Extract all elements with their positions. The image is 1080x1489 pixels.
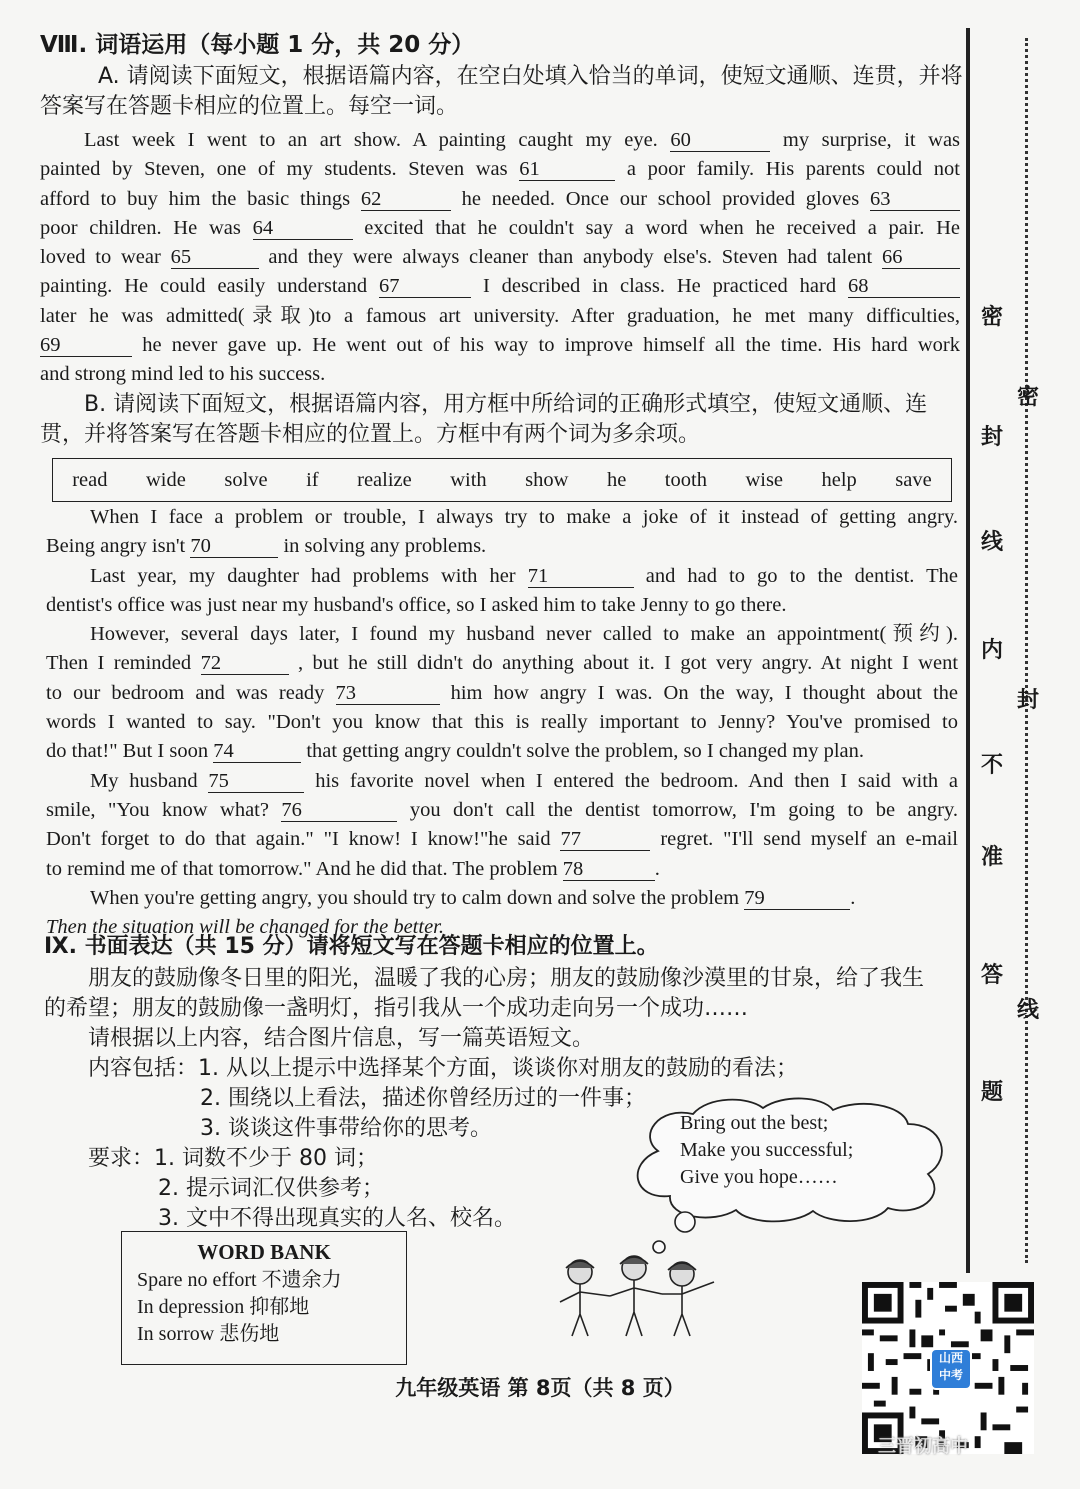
- word-box-item: tooth: [664, 468, 707, 491]
- passage-text: to our bedroom and was ready: [46, 681, 325, 704]
- requirement-item: 2. 提示词汇仅供参考；: [158, 1176, 384, 1201]
- partA-instruction-cont: 答案写在答题卡相应的位置上。每空一词。: [40, 94, 459, 119]
- requirement-item: 3. 文中不得出现真实的人名、校名。: [158, 1206, 516, 1231]
- passage-text: in solving any problems.: [283, 535, 487, 558]
- section9-intro-cont: 的希望；朋友的鼓励像一盏明灯，指引我从一个成功走向另一个成功……: [44, 996, 749, 1021]
- content-item: 1. 从以上提示中选择某个方面，谈谈你对朋友的鼓励的看法；: [198, 1056, 799, 1081]
- word-box-item: with: [450, 468, 487, 491]
- passage-text: dentist's office was just near my husband's office, so I asked him to take Jenny to go there.: [46, 593, 787, 616]
- binding-rule: [966, 28, 970, 1273]
- passage-text: , but he still didn't do anything about it. I got very angry. At night I went: [297, 652, 959, 675]
- passage-text: he never gave up. He went out of his way to improve himself all the time. His hard work: [142, 334, 960, 357]
- word-box-item: read: [72, 468, 108, 491]
- content-label: 内容包括：: [88, 1056, 199, 1081]
- word-box: [52, 458, 952, 502]
- passage-text: Then I reminded: [46, 652, 192, 675]
- word-box-item: help: [821, 468, 857, 491]
- qr-badge-text: 山西: [938, 1351, 963, 1365]
- passage-text: .: [850, 886, 856, 909]
- passage-text: Don't forget to do that again." "I know! I know!"he said: [46, 828, 551, 851]
- binding-char: 题: [980, 1080, 1003, 1105]
- blank-78[interactable]: 78: [563, 858, 655, 881]
- word-bank-item: In depression 抑郁地: [137, 1296, 310, 1318]
- blank-75[interactable]: 75: [208, 770, 304, 793]
- binding-char: 线: [1016, 998, 1039, 1023]
- blank-62[interactable]: 62: [361, 188, 451, 211]
- passage-text: Then the situation will be changed for the better.: [46, 916, 444, 939]
- passage-text: do that!" But I soon: [46, 740, 209, 763]
- binding-char: 答: [980, 963, 1003, 988]
- page-footer: 九年级英语 第 8页（共 8 页）: [395, 1376, 685, 1400]
- passage-text: However, several days later, I found my husband never called to make an appointment(预约).: [90, 623, 958, 646]
- content-item: 3. 谈谈这件事带给你的思考。: [200, 1116, 492, 1141]
- blank-67[interactable]: 67: [379, 275, 471, 298]
- passage-text: Last week I went to an art show. A painting caught my eye.: [84, 129, 658, 151]
- section8-title: Ⅷ. 词语运用（每小题 1 分，共 20 分）: [40, 32, 475, 58]
- requirement-item: 1. 词数不少于 80 词；: [154, 1146, 378, 1171]
- binding-char: 封: [980, 425, 1003, 450]
- passage-text: and had to go to the dentist. The: [645, 564, 958, 587]
- word-box-item: save: [895, 468, 932, 491]
- requirements-label: 要求：: [88, 1146, 155, 1171]
- passage-text: words I wanted to say. "Don't you know that this is really important to Jenny? You've promised to: [46, 711, 958, 734]
- passage-text: him how angry I was. On the way, I thought about the: [450, 681, 958, 704]
- word-bank-item: Spare no effort 不遗余力: [137, 1269, 342, 1291]
- passage-text: excited that he couldn't say a word when he received a pair. He: [364, 216, 961, 239]
- partB-instruction: B. 请阅读下面短文，根据语篇内容，用方框中所给词的正确形式填空，使短文通顺、连: [84, 391, 928, 417]
- blank-77[interactable]: 77: [560, 828, 650, 851]
- word-box-item: wide: [146, 468, 186, 491]
- passage-text: afford to buy him the basic things: [40, 187, 351, 210]
- cloud-line: Make you successful;: [680, 1139, 854, 1161]
- blank-72[interactable]: 72: [201, 652, 289, 675]
- passage-text: .: [654, 857, 660, 880]
- passage-text: painted by Steven, one of my students. Steven was: [40, 158, 508, 181]
- word-bank-item: In sorrow 悲伤地: [137, 1323, 280, 1345]
- passage-text: a poor family. His parents could not: [626, 158, 960, 181]
- passage-text: I described in class. He practiced hard: [482, 275, 837, 298]
- word-bank-title: WORD BANK: [197, 1240, 331, 1264]
- word-box-item: solve: [224, 468, 268, 491]
- qr-badge-text: 中考: [938, 1368, 963, 1382]
- passage-text: When you're getting angry, you should try to calm down and solve the problem: [90, 886, 740, 909]
- word-box-item: wise: [745, 468, 784, 491]
- passage-text: When I face a problem or trouble, I always try to make a joke of it instead of getting angry.: [90, 506, 958, 528]
- word-box-item: realize: [357, 468, 412, 491]
- passage-text: smile, "You know what?: [46, 798, 269, 821]
- passage-text: my surprise, it was: [782, 129, 961, 151]
- blank-65[interactable]: 65: [171, 246, 259, 269]
- blank-70[interactable]: 70: [190, 535, 278, 558]
- blank-69[interactable]: 69: [40, 334, 132, 357]
- binding-char: 密: [980, 305, 1003, 330]
- binding-char: 不: [980, 753, 1003, 778]
- qr-code[interactable]: [862, 1282, 1034, 1454]
- word-box-item: he: [606, 468, 627, 491]
- passage-text: to remind me of that tomorrow." And he did that. The problem: [46, 857, 558, 880]
- passage-text: that getting angry couldn't solve the problem, so I changed my plan.: [306, 740, 864, 763]
- content-item: 2. 围绕以上看法，描述你曾经历过的一件事；: [200, 1086, 646, 1111]
- word-bank: [121, 1231, 407, 1365]
- passage-text: painting. He could easily understand: [40, 275, 368, 298]
- section9-intro: 朋友的鼓励像冬日里的阳光，温暖了我的心房；朋友的鼓励像沙漠里的甘泉，给了我生: [88, 966, 925, 991]
- passage-text: loved to wear: [40, 246, 161, 269]
- passage-text: poor children. He was: [40, 216, 241, 239]
- section9-task: 请根据以上内容，结合图片信息，写一篇英语短文。: [88, 1026, 595, 1051]
- blank-76[interactable]: 76: [281, 799, 397, 822]
- passage-text: Being angry isn't: [46, 535, 186, 558]
- word-box-item: if: [306, 468, 319, 491]
- passage-text: regret. "I'll send myself an e-mail: [660, 828, 958, 851]
- blank-61[interactable]: 61: [519, 158, 615, 181]
- passage-text: you don't call the dentist tomorrow, I'm going to be angry.: [409, 798, 958, 821]
- binding-char: 封: [1016, 688, 1039, 713]
- passage-text: his favorite novel when I entered the bedroom. And then I said with a: [315, 769, 959, 792]
- partA-passage: [40, 126, 960, 390]
- cloud-line: Give you hope……: [680, 1166, 838, 1188]
- binding-char: 准: [980, 845, 1003, 870]
- blank-63[interactable]: 63: [870, 188, 960, 211]
- blank-74[interactable]: 74: [213, 740, 301, 763]
- blank-73[interactable]: 73: [336, 682, 440, 705]
- binding-dotted-line: [1025, 38, 1028, 1263]
- passage-text: My husband: [90, 769, 198, 792]
- partB-instruction-cont: 贯，并将答案写在答题卡相应的位置上。方框中有两个词为多余项。: [40, 421, 701, 447]
- children-illustration: [552, 1252, 732, 1342]
- blank-79[interactable]: 79: [744, 887, 850, 910]
- watermark: 三晋初高中: [878, 1436, 968, 1457]
- partB-passage: [46, 503, 958, 942]
- passage-text: he needed. Once our school provided gloves: [461, 187, 860, 210]
- blank-60[interactable]: 60: [670, 129, 770, 152]
- blank-71[interactable]: 71: [528, 565, 634, 588]
- section9-title: Ⅸ. 书面表达（共 15 分）请将短文写在答题卡相应的位置上。: [44, 934, 659, 959]
- blank-64[interactable]: 64: [253, 217, 353, 240]
- passage-text: and strong mind led to his success.: [40, 363, 326, 386]
- cloud-line: Bring out the best;: [680, 1112, 829, 1134]
- qr-badge: [930, 1348, 972, 1390]
- binding-char: 密: [1016, 385, 1039, 410]
- binding-char: 线: [980, 530, 1003, 555]
- passage-text: and they were always cleaner than anybody else's. Steven had talent: [268, 246, 873, 269]
- blank-66[interactable]: 66: [882, 246, 960, 269]
- passage-text: Last year, my daughter had problems with her: [90, 564, 516, 587]
- blank-68[interactable]: 68: [848, 275, 960, 298]
- word-box-item: show: [525, 468, 569, 491]
- partA-instruction: A. 请阅读下面短文，根据语篇内容，在空白处填入恰当的单词，使短文通顺、连贯，并将: [98, 64, 963, 89]
- binding-char: 内: [980, 638, 1003, 663]
- thought-cloud: [618, 1096, 958, 1226]
- passage-text: later he was admitted(录取)to a famous art university. After graduation, he met many difficulties,: [40, 304, 960, 327]
